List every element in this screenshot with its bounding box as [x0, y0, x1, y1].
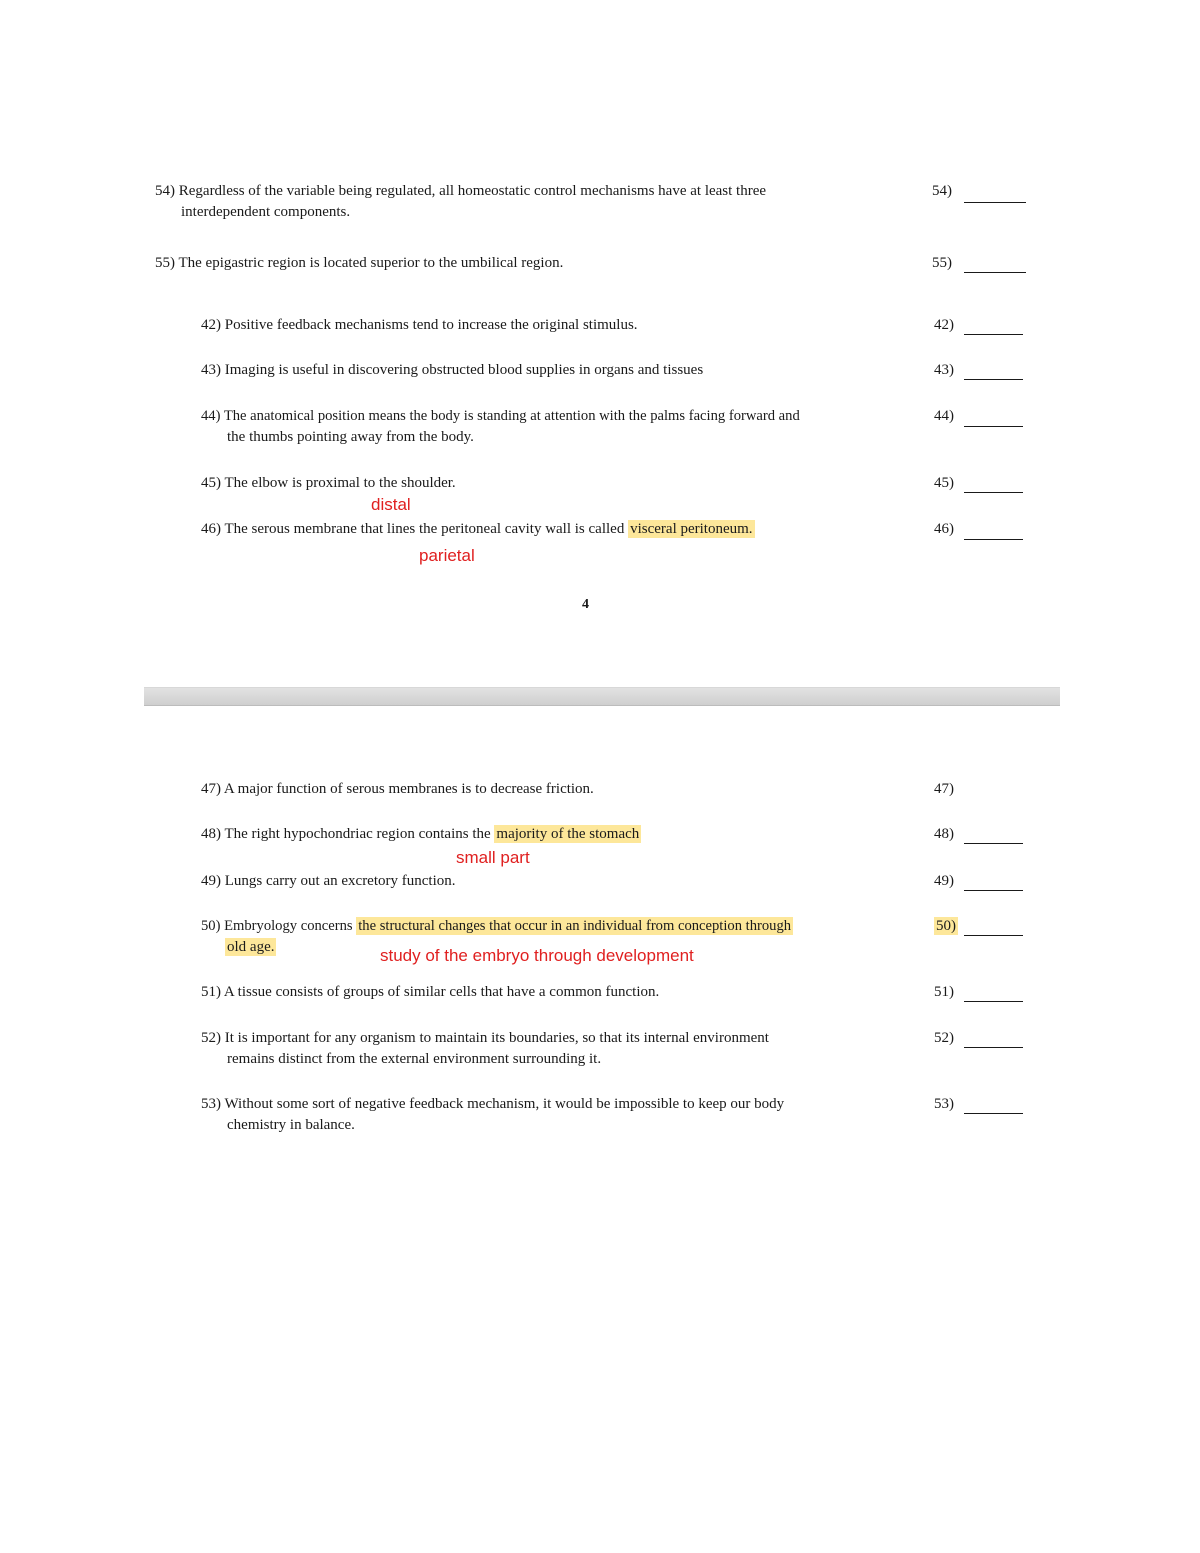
question-text — [201, 519, 755, 540]
answer-blank[interactable] — [964, 843, 1023, 844]
answer-blank[interactable] — [964, 1113, 1023, 1114]
answer-blank[interactable] — [964, 272, 1026, 273]
answer-number: 44) — [934, 408, 954, 424]
answer-blank[interactable] — [964, 935, 1023, 936]
highlighted-text: the structural changes that occur in an individual from conception through — [358, 918, 792, 934]
answer-blank[interactable] — [964, 1001, 1023, 1002]
answer-number: 51) — [934, 984, 954, 1000]
handwritten-correction: distal — [371, 495, 411, 514]
question-text-continued: interdependent components. — [181, 204, 351, 220]
question-text — [201, 824, 641, 845]
answer-number: 43) — [934, 362, 954, 378]
answer-number: 55) — [932, 255, 952, 271]
question-text-continued: chemistry in balance. — [227, 1117, 355, 1133]
answer-number: 42) — [934, 317, 954, 333]
highlighted-text: old age. — [227, 939, 275, 955]
answer-blank[interactable] — [964, 890, 1023, 891]
question-text — [201, 916, 793, 937]
page-divider — [144, 687, 1060, 706]
question-text: 43) Imaging is useful in discovering obstructed blood supplies in organs and tissues — [201, 362, 704, 378]
highlighted-text: visceral peritoneum. — [630, 521, 753, 537]
question-text-continued: remains distinct from the external environment surrounding it. — [227, 1051, 602, 1067]
question-text: 44) The anatomical position means the body is standing at attention with the palms facing forward and — [201, 408, 800, 424]
answer-number: 47) — [934, 781, 954, 797]
handwritten-correction: parietal — [419, 546, 475, 565]
answer-blank[interactable] — [964, 334, 1023, 335]
answer-number: 54) — [932, 183, 952, 199]
question-text: 54) Regardless of the variable being regulated, all homeostatic control mechanisms have at least three — [155, 183, 767, 199]
handwritten-correction: small part — [456, 848, 530, 867]
answer-number: 45) — [934, 475, 954, 491]
question-text: 51) A tissue consists of groups of similar cells that have a common function. — [201, 984, 660, 1000]
answer-blank[interactable] — [964, 1047, 1023, 1048]
question-text-prefix: 50) Embryology concerns — [201, 918, 357, 934]
question-text: 42) Positive feedback mechanisms tend to increase the original stimulus. — [201, 317, 638, 333]
answer-number: 49) — [934, 873, 954, 889]
answer-blank[interactable] — [964, 539, 1023, 540]
answer-blank[interactable] — [964, 426, 1023, 427]
answer-blank[interactable] — [964, 492, 1023, 493]
answer-number: 46) — [934, 521, 954, 537]
question-text: 55) The epigastric region is located superior to the umbilical region. — [155, 255, 564, 271]
answer-number: 50) — [936, 918, 956, 934]
question-text-prefix: 46) The serous membrane that lines the peritoneal cavity wall is called — [201, 521, 629, 537]
question-text: 49) Lungs carry out an excretory function. — [201, 873, 456, 889]
question-text-prefix: 48) The right hypochondriac region contains the — [201, 826, 495, 842]
question-text: 52) It is important for any organism to maintain its boundaries, so that its internal environment — [201, 1030, 769, 1046]
answer-number: 53) — [934, 1096, 954, 1112]
answer-blank[interactable] — [964, 202, 1026, 203]
answer-blank[interactable] — [964, 379, 1023, 380]
answer-number: 48) — [934, 826, 954, 842]
page-number: 4 — [582, 597, 589, 612]
question-text: 53) Without some sort of negative feedback mechanism, it would be impossible to keep our body — [201, 1096, 785, 1112]
answer-number: 52) — [934, 1030, 954, 1046]
question-text: 45) The elbow is proximal to the shoulder. — [201, 475, 456, 491]
question-text-continued: the thumbs pointing away from the body. — [227, 429, 474, 445]
highlighted-text: majority of the stomach — [496, 826, 640, 842]
handwritten-correction: study of the embryo through development — [380, 946, 694, 965]
question-text-continued — [225, 937, 276, 958]
question-text: 47) A major function of serous membranes is to decrease friction. — [201, 781, 594, 797]
